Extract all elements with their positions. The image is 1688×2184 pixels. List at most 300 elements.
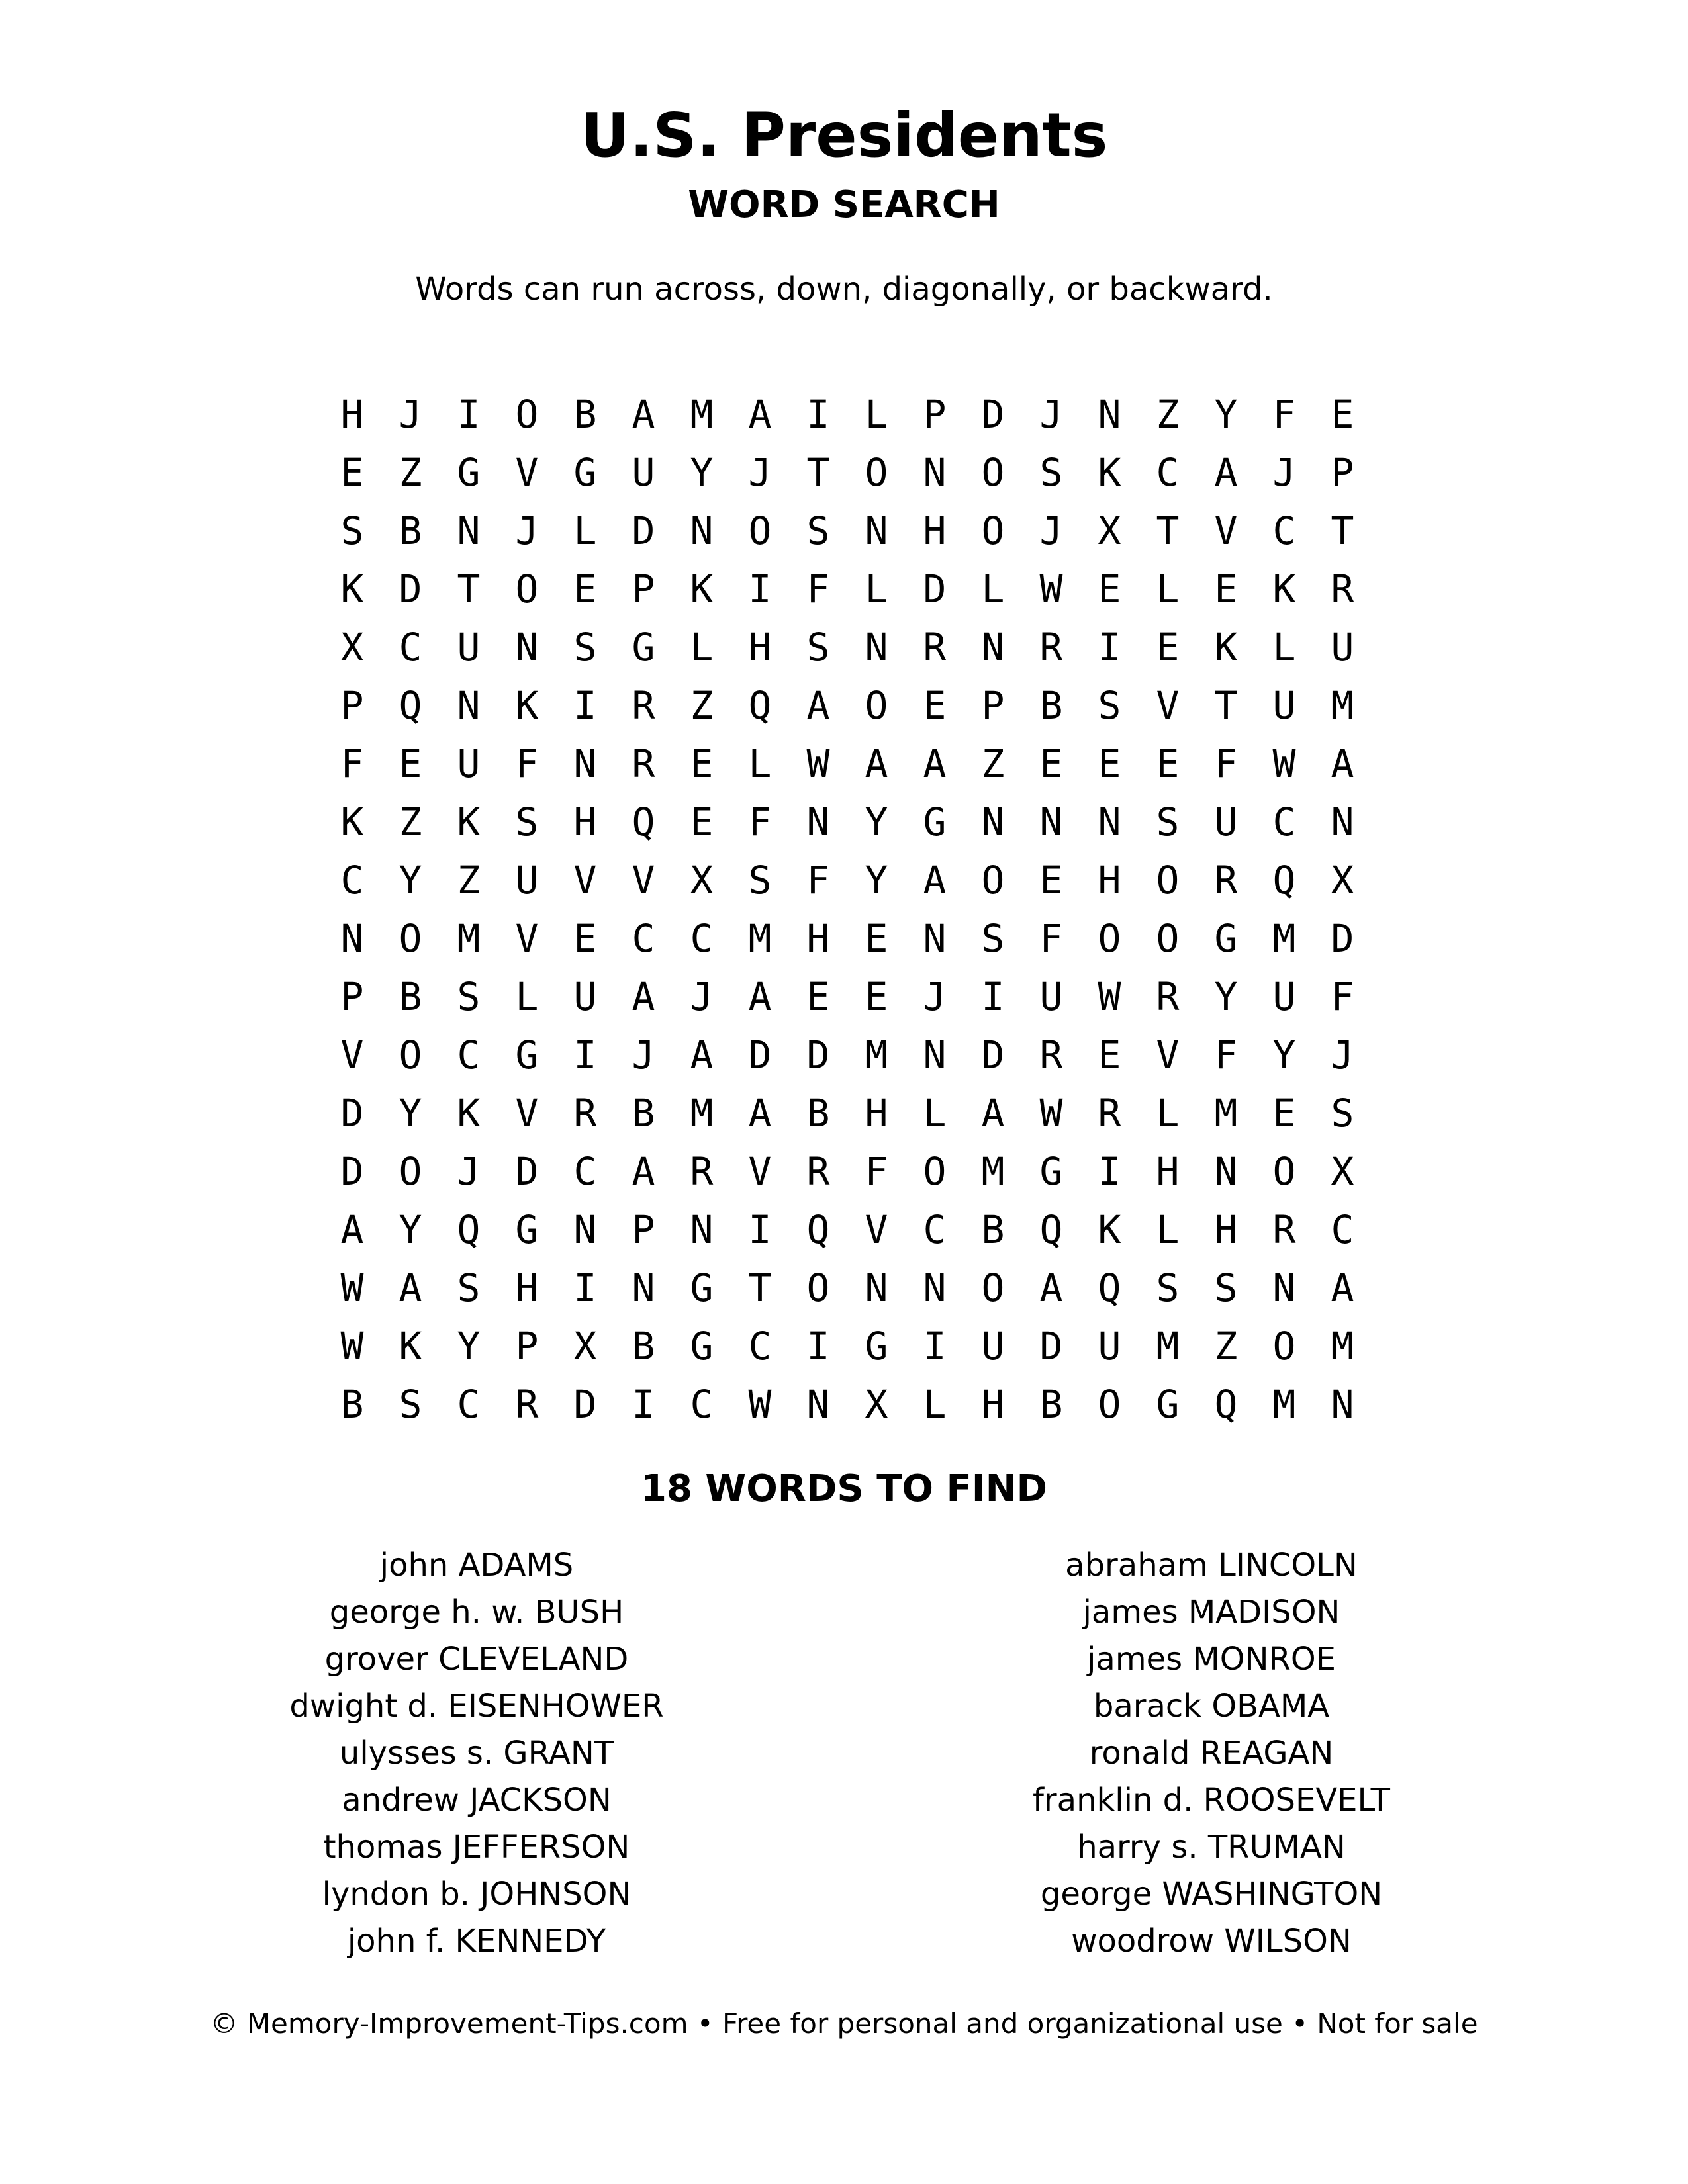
grid-letter: R xyxy=(632,683,655,728)
grid-letter: O xyxy=(515,392,539,437)
word-list-item: franklin d. ROOSEVELT xyxy=(1033,1782,1390,1819)
grid-letter: Q xyxy=(399,683,422,728)
grid-letter: Y xyxy=(1272,1032,1296,1077)
grid-letter: E xyxy=(865,974,888,1019)
grid-letter: V xyxy=(865,1207,888,1252)
grid-letter: R xyxy=(806,1149,830,1194)
grid-letter: F xyxy=(1214,1032,1238,1077)
grid-letter: H xyxy=(1214,1207,1238,1252)
grid-letter: A xyxy=(1331,741,1354,786)
grid-letter: A xyxy=(806,683,830,728)
grid-letter: N xyxy=(1331,799,1354,844)
grid-letter: V xyxy=(515,1091,539,1136)
grid-letter: M xyxy=(690,392,714,437)
grid-letter: N xyxy=(573,1207,597,1252)
grid-letter: J xyxy=(690,974,714,1019)
grid-letter: O xyxy=(981,450,1005,495)
grid-letter: O xyxy=(865,450,888,495)
grid-letter: Q xyxy=(806,1207,830,1252)
grid-letter: J xyxy=(1272,450,1296,495)
grid-letter: D xyxy=(340,1091,364,1136)
grid-letter: O xyxy=(1156,916,1180,961)
grid-letter: F xyxy=(806,567,830,612)
word-list-item: thomas JEFFERSON xyxy=(323,1829,630,1866)
grid-letter: L xyxy=(1156,567,1180,612)
grid-letter: T xyxy=(1214,683,1238,728)
grid-letter: S xyxy=(1156,1265,1180,1310)
grid-letter: H xyxy=(1156,1149,1180,1194)
grid-letter: H xyxy=(340,392,364,437)
grid-letter: R xyxy=(1214,858,1238,903)
grid-letter: C xyxy=(923,1207,947,1252)
grid-letter: O xyxy=(748,508,772,553)
grid-letter: Y xyxy=(865,858,888,903)
grid-letter: A xyxy=(748,392,772,437)
grid-letter: I xyxy=(806,1324,830,1369)
grid-letter: S xyxy=(748,858,772,903)
grid-letter: L xyxy=(865,567,888,612)
grid-letter: L xyxy=(1272,625,1296,670)
word-list-item: harry s. TRUMAN xyxy=(1077,1829,1346,1866)
grid-letter: A xyxy=(632,392,655,437)
grid-letter: O xyxy=(981,858,1005,903)
grid-letter: D xyxy=(515,1149,539,1194)
grid-letter: F xyxy=(515,741,539,786)
grid-letter: F xyxy=(806,858,830,903)
grid-letter: M xyxy=(1156,1324,1180,1369)
grid-letter: A xyxy=(340,1207,364,1252)
grid-letter: F xyxy=(1039,916,1063,961)
grid-letter: F xyxy=(1214,741,1238,786)
grid-letter: T xyxy=(1331,508,1354,553)
word-list-item: lyndon b. JOHNSON xyxy=(322,1876,632,1913)
grid-letter: X xyxy=(690,858,714,903)
grid-letter: S xyxy=(806,508,830,553)
grid-letter: S xyxy=(806,625,830,670)
grid-letter: D xyxy=(573,1382,597,1427)
grid-letter: W xyxy=(1272,741,1296,786)
grid-letter: N xyxy=(1098,799,1121,844)
grid-letter: V xyxy=(1156,683,1180,728)
grid-letter: N xyxy=(923,450,947,495)
word-search-grid xyxy=(323,385,1372,1433)
grid-letter: G xyxy=(690,1324,714,1369)
grid-letter: G xyxy=(632,625,655,670)
grid-letter: I xyxy=(806,392,830,437)
grid-letter: O xyxy=(923,1149,947,1194)
grid-letter: R xyxy=(1331,567,1354,612)
grid-letter: R xyxy=(1039,1032,1063,1077)
grid-letter: A xyxy=(748,974,772,1019)
grid-letter: V xyxy=(1214,508,1238,553)
grid-letter: X xyxy=(340,625,364,670)
grid-letter: O xyxy=(806,1265,830,1310)
grid-letter: E xyxy=(1156,625,1180,670)
grid-letter: Z xyxy=(1156,392,1180,437)
grid-letter: F xyxy=(340,741,364,786)
grid-letter: Q xyxy=(632,799,655,844)
grid-letter: R xyxy=(923,625,947,670)
grid-letter: U xyxy=(457,625,481,670)
grid-letter: S xyxy=(457,974,481,1019)
word-list-item: ronald REAGAN xyxy=(1089,1735,1334,1772)
grid-letter: A xyxy=(981,1091,1005,1136)
grid-letter: C xyxy=(399,625,422,670)
word-list-item: george WASHINGTON xyxy=(1040,1876,1383,1913)
grid-letter: H xyxy=(923,508,947,553)
grid-letter: A xyxy=(1214,450,1238,495)
grid-letter: M xyxy=(690,1091,714,1136)
grid-letter: B xyxy=(632,1091,655,1136)
grid-letter: T xyxy=(748,1265,772,1310)
grid-letter: O xyxy=(399,916,422,961)
grid-letter: Z xyxy=(399,450,422,495)
grid-letter: D xyxy=(981,392,1005,437)
grid-letter: E xyxy=(1098,1032,1121,1077)
grid-letter: P xyxy=(981,683,1005,728)
grid-letter: S xyxy=(515,799,539,844)
grid-letter: S xyxy=(981,916,1005,961)
grid-letter: S xyxy=(1098,683,1121,728)
word-list-item: woodrow WILSON xyxy=(1071,1923,1352,1960)
grid-letter: W xyxy=(1039,567,1063,612)
grid-letter: J xyxy=(1039,508,1063,553)
grid-letter: R xyxy=(515,1382,539,1427)
grid-letter: C xyxy=(1272,508,1296,553)
grid-letter: I xyxy=(1098,625,1121,670)
grid-letter: G xyxy=(515,1032,539,1077)
grid-letter: N xyxy=(981,625,1005,670)
grid-letter: N xyxy=(1331,1382,1354,1427)
grid-letter: Y xyxy=(690,450,714,495)
grid-letter: N xyxy=(1272,1265,1296,1310)
grid-letter: D xyxy=(748,1032,772,1077)
grid-letter: D xyxy=(340,1149,364,1194)
grid-letter: J xyxy=(399,392,422,437)
word-list-item: james MADISON xyxy=(1082,1594,1340,1631)
grid-letter: W xyxy=(748,1382,772,1427)
grid-letter: C xyxy=(457,1382,481,1427)
grid-letter: C xyxy=(690,1382,714,1427)
grid-letter: K xyxy=(340,567,364,612)
grid-letter: V xyxy=(1156,1032,1180,1077)
grid-letter: O xyxy=(865,683,888,728)
grid-letter: G xyxy=(1214,916,1238,961)
grid-letter: V xyxy=(632,858,655,903)
grid-letter: Z xyxy=(690,683,714,728)
grid-letter: K xyxy=(1214,625,1238,670)
grid-letter: Q xyxy=(1214,1382,1238,1427)
word-list-item: james MONROE xyxy=(1087,1641,1336,1678)
grid-letter: E xyxy=(690,741,714,786)
grid-letter: C xyxy=(690,916,714,961)
grid-letter: S xyxy=(1039,450,1063,495)
grid-letter: H xyxy=(981,1382,1005,1427)
grid-letter: H xyxy=(1098,858,1121,903)
grid-letter: O xyxy=(399,1032,422,1077)
grid-letter: N xyxy=(1039,799,1063,844)
grid-letter: K xyxy=(457,799,481,844)
grid-letter: M xyxy=(457,916,481,961)
grid-letter: A xyxy=(1331,1265,1354,1310)
grid-letter: H xyxy=(748,625,772,670)
grid-letter: I xyxy=(573,1265,597,1310)
grid-letter: J xyxy=(515,508,539,553)
grid-letter: L xyxy=(865,392,888,437)
grid-letter: I xyxy=(632,1382,655,1427)
word-list-item: barack OBAMA xyxy=(1093,1688,1330,1725)
grid-letter: M xyxy=(1331,683,1354,728)
grid-letter: N xyxy=(515,625,539,670)
grid-letter: H xyxy=(573,799,597,844)
grid-letter: L xyxy=(690,625,714,670)
grid-letter: T xyxy=(1156,508,1180,553)
grid-letter: N xyxy=(340,916,364,961)
word-list-item: john f. KENNEDY xyxy=(347,1923,606,1960)
grid-letter: E xyxy=(573,567,597,612)
grid-letter: X xyxy=(1331,1149,1354,1194)
grid-letter: D xyxy=(806,1032,830,1077)
grid-letter: E xyxy=(806,974,830,1019)
grid-letter: V xyxy=(515,450,539,495)
grid-letter: I xyxy=(923,1324,947,1369)
grid-letter: L xyxy=(515,974,539,1019)
grid-letter: J xyxy=(1039,392,1063,437)
grid-letter: U xyxy=(1272,974,1296,1019)
grid-letter: U xyxy=(1098,1324,1121,1369)
grid-letter: W xyxy=(340,1324,364,1369)
grid-letter: B xyxy=(806,1091,830,1136)
grid-letter: A xyxy=(748,1091,772,1136)
grid-letter: J xyxy=(923,974,947,1019)
grid-letter: I xyxy=(981,974,1005,1019)
grid-letter: M xyxy=(865,1032,888,1077)
grid-letter: P xyxy=(923,392,947,437)
grid-letter: C xyxy=(457,1032,481,1077)
grid-letter: D xyxy=(399,567,422,612)
grid-letter: A xyxy=(690,1032,714,1077)
grid-letter: S xyxy=(340,508,364,553)
grid-letter: Y xyxy=(399,1207,422,1252)
grid-letter: A xyxy=(1039,1265,1063,1310)
grid-letter: N xyxy=(806,799,830,844)
grid-letter: G xyxy=(923,799,947,844)
grid-letter: N xyxy=(1214,1149,1238,1194)
grid-letter: N xyxy=(806,1382,830,1427)
grid-letter: Z xyxy=(399,799,422,844)
grid-letter: C xyxy=(1156,450,1180,495)
grid-letter: H xyxy=(865,1091,888,1136)
word-list-item: abraham LINCOLN xyxy=(1065,1547,1358,1584)
grid-letter: U xyxy=(457,741,481,786)
grid-letter: Z xyxy=(1214,1324,1238,1369)
grid-letter: E xyxy=(1272,1091,1296,1136)
grid-letter: Y xyxy=(399,1091,422,1136)
words-heading: 18 WORDS TO FIND xyxy=(641,1467,1047,1510)
grid-letter: B xyxy=(981,1207,1005,1252)
grid-letter: R xyxy=(690,1149,714,1194)
grid-letter: V xyxy=(340,1032,364,1077)
grid-letter: G xyxy=(457,450,481,495)
grid-letter: L xyxy=(923,1382,947,1427)
grid-letter: B xyxy=(1039,683,1063,728)
grid-letter: K xyxy=(457,1091,481,1136)
grid-letter: I xyxy=(457,392,481,437)
grid-letter: X xyxy=(865,1382,888,1427)
grid-letter: C xyxy=(1272,799,1296,844)
grid-letter: B xyxy=(399,974,422,1019)
grid-letter: K xyxy=(399,1324,422,1369)
grid-letter: B xyxy=(1039,1382,1063,1427)
instructions-text: Words can run across, down, diagonally, or backward. xyxy=(415,271,1273,308)
grid-letter: D xyxy=(981,1032,1005,1077)
grid-letter: D xyxy=(1331,916,1354,961)
grid-letter: P xyxy=(340,974,364,1019)
word-list-left xyxy=(113,1542,841,1965)
grid-letter: J xyxy=(632,1032,655,1077)
grid-letter: K xyxy=(340,799,364,844)
grid-letter: U xyxy=(1272,683,1296,728)
grid-letter: P xyxy=(1331,450,1354,495)
grid-letter: M xyxy=(1272,1382,1296,1427)
grid-letter: N xyxy=(1098,392,1121,437)
grid-letter: J xyxy=(457,1149,481,1194)
grid-letter: L xyxy=(981,567,1005,612)
grid-letter: L xyxy=(1156,1207,1180,1252)
grid-letter: G xyxy=(865,1324,888,1369)
grid-letter: B xyxy=(399,508,422,553)
grid-letter: K xyxy=(1272,567,1296,612)
page-subtitle: WORD SEARCH xyxy=(688,183,1000,226)
grid-letter: I xyxy=(748,567,772,612)
grid-letter: R xyxy=(632,741,655,786)
grid-letter: T xyxy=(457,567,481,612)
grid-letter: E xyxy=(1214,567,1238,612)
grid-letter: C xyxy=(632,916,655,961)
grid-letter: U xyxy=(1331,625,1354,670)
grid-letter: E xyxy=(1098,567,1121,612)
grid-letter: U xyxy=(1039,974,1063,1019)
grid-letter: E xyxy=(1156,741,1180,786)
grid-letter: H xyxy=(806,916,830,961)
grid-letter: C xyxy=(1331,1207,1354,1252)
grid-letter: P xyxy=(632,567,655,612)
grid-letter: N xyxy=(690,508,714,553)
grid-letter: N xyxy=(457,683,481,728)
grid-letter: S xyxy=(573,625,597,670)
grid-letter: Y xyxy=(399,858,422,903)
grid-letter: S xyxy=(399,1382,422,1427)
grid-letter: O xyxy=(1098,1382,1121,1427)
grid-letter: G xyxy=(1156,1382,1180,1427)
grid-letter: M xyxy=(748,916,772,961)
word-list-item: andrew JACKSON xyxy=(342,1782,612,1819)
word-list-item: ulysses s. GRANT xyxy=(339,1735,614,1772)
grid-letter: S xyxy=(1214,1265,1238,1310)
grid-letter: K xyxy=(1098,450,1121,495)
grid-letter: E xyxy=(865,916,888,961)
grid-letter: W xyxy=(806,741,830,786)
grid-letter: G xyxy=(1039,1149,1063,1194)
grid-letter: Q xyxy=(457,1207,481,1252)
grid-letter: N xyxy=(865,625,888,670)
grid-letter: N xyxy=(457,508,481,553)
grid-letter: U xyxy=(515,858,539,903)
grid-letter: J xyxy=(1331,1032,1354,1077)
grid-letter: A xyxy=(399,1265,422,1310)
grid-letter: O xyxy=(981,508,1005,553)
grid-letter: N xyxy=(865,508,888,553)
grid-letter: L xyxy=(1156,1091,1180,1136)
grid-letter: O xyxy=(399,1149,422,1194)
grid-letter: L xyxy=(748,741,772,786)
grid-letter: G xyxy=(573,450,597,495)
grid-letter: W xyxy=(340,1265,364,1310)
grid-letter: G xyxy=(515,1207,539,1252)
grid-letter: E xyxy=(923,683,947,728)
grid-letter: R xyxy=(1272,1207,1296,1252)
grid-letter: U xyxy=(632,450,655,495)
grid-letter: L xyxy=(573,508,597,553)
grid-letter: D xyxy=(923,567,947,612)
grid-letter: N xyxy=(923,916,947,961)
grid-letter: M xyxy=(1272,916,1296,961)
grid-letter: W xyxy=(1039,1091,1063,1136)
grid-letter: S xyxy=(457,1265,481,1310)
grid-letter: Q xyxy=(748,683,772,728)
grid-letter: T xyxy=(806,450,830,495)
grid-letter: E xyxy=(690,799,714,844)
grid-letter: Z xyxy=(981,741,1005,786)
grid-letter: N xyxy=(923,1032,947,1077)
grid-letter: R xyxy=(1156,974,1180,1019)
grid-letter: E xyxy=(399,741,422,786)
grid-letter: O xyxy=(1272,1149,1296,1194)
grid-letter: C xyxy=(748,1324,772,1369)
grid-letter: I xyxy=(573,1032,597,1077)
grid-letter: F xyxy=(865,1149,888,1194)
grid-letter: R xyxy=(1039,625,1063,670)
grid-letter: X xyxy=(1331,858,1354,903)
grid-letter: G xyxy=(690,1265,714,1310)
grid-letter: X xyxy=(1098,508,1121,553)
grid-letter: P xyxy=(340,683,364,728)
grid-letter: S xyxy=(1156,799,1180,844)
grid-letter: H xyxy=(515,1265,539,1310)
grid-letter: F xyxy=(1272,392,1296,437)
footer-text: © Memory-Improvement-Tips.com • Free for personal and organizational use • Not for sale xyxy=(210,2007,1478,2040)
grid-letter: E xyxy=(340,450,364,495)
grid-letter: A xyxy=(865,741,888,786)
grid-letter: X xyxy=(573,1324,597,1369)
grid-letter: Y xyxy=(457,1324,481,1369)
grid-letter: U xyxy=(1214,799,1238,844)
grid-letter: E xyxy=(1331,392,1354,437)
grid-letter: Y xyxy=(865,799,888,844)
grid-letter: V xyxy=(515,916,539,961)
grid-letter: O xyxy=(981,1265,1005,1310)
grid-letter: A xyxy=(632,1149,655,1194)
grid-letter: L xyxy=(923,1091,947,1136)
grid-letter: N xyxy=(981,799,1005,844)
grid-letter: Q xyxy=(1272,858,1296,903)
grid-letter: I xyxy=(748,1207,772,1252)
grid-letter: R xyxy=(1098,1091,1121,1136)
grid-letter: S xyxy=(1331,1091,1354,1136)
grid-letter: O xyxy=(515,567,539,612)
grid-letter: K xyxy=(515,683,539,728)
grid-letter: P xyxy=(632,1207,655,1252)
